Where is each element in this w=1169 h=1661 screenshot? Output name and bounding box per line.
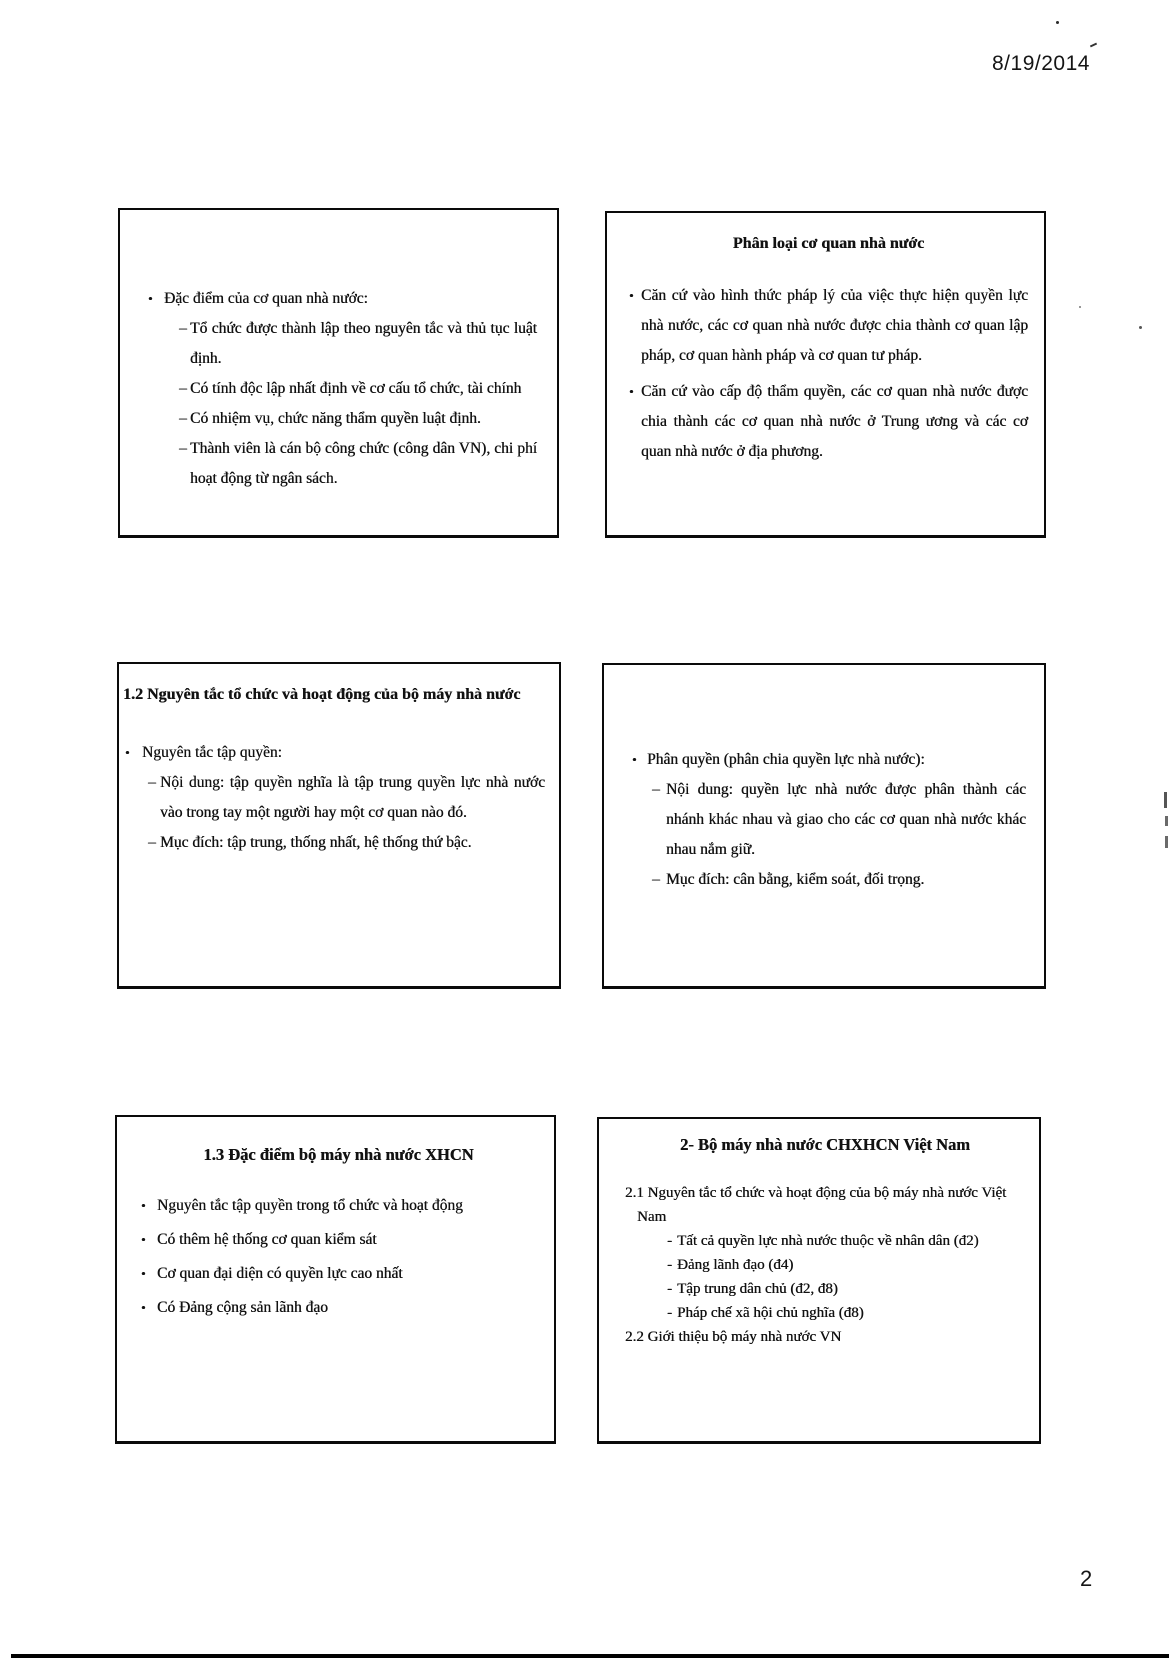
bullet-marker: • <box>141 1198 146 1213</box>
bullet-text: Có thêm hệ thống cơ quan kiểm sát <box>157 1231 377 1248</box>
bullet-text: Tổ chức được thành lập theo nguyên tắc và thủ tục luật định. <box>190 320 537 367</box>
bullet-text: Mục đích: cân bằng, kiểm soát, đối trọng. <box>666 871 925 888</box>
bullet-marker: - <box>667 1305 672 1321</box>
bullet-marker: • <box>141 1266 146 1281</box>
bullet-text: Tất cả quyền lực nhà nước thuộc về nhân dân (đ2) <box>677 1233 979 1249</box>
header-date: 8/19/2014 <box>992 52 1090 75</box>
bullet-item <box>625 1277 1025 1301</box>
bullet-item <box>148 434 537 494</box>
bullet-marker: – <box>179 410 187 427</box>
bullet-item <box>123 768 545 828</box>
bullet-text: Có tính độc lập nhất định về cơ cấu tổ chức, tài chính <box>190 380 522 397</box>
bullet-item <box>141 1223 536 1257</box>
bullet-text: Mục đích: tập trung, thống nhất, hệ thống thứ bậc. <box>160 834 472 851</box>
page-number: 2 <box>1080 1566 1093 1591</box>
bullet-item <box>625 1301 1025 1325</box>
scan-edge-mark <box>1165 816 1168 826</box>
slide-dac-diem-co-quan-nha-nuoc <box>118 208 559 538</box>
bullet-text: Thành viên là cán bộ công chức (công dân VN), chi phí hoạt động từ ngân sách. <box>190 440 537 487</box>
bullet-text: Tập trung dân chủ (đ2, đ8) <box>677 1281 838 1297</box>
scan-edge-line <box>11 1654 1169 1658</box>
bullet-item <box>148 374 537 404</box>
bullet-marker: • <box>632 752 637 767</box>
slide-dac-diem-bo-may-xhcn <box>115 1115 556 1444</box>
bullet-marker: • <box>125 745 130 760</box>
bullet-item <box>625 1253 1025 1277</box>
bullet-marker: – <box>179 380 187 397</box>
bullet-item <box>141 1291 536 1325</box>
scan-speck <box>1139 326 1142 329</box>
bullet-marker: • <box>629 384 634 399</box>
bullet-text: Có Đảng cộng sản lãnh đạo <box>157 1299 328 1316</box>
bullet-item <box>629 281 1028 371</box>
slide-title: 2- Bộ máy nhà nước CHXHCN Việt Nam <box>680 1135 970 1154</box>
bullet-item <box>148 314 537 374</box>
scan-edge-mark <box>1164 792 1167 808</box>
scan-speck <box>1090 43 1097 48</box>
bullet-marker: • <box>629 288 634 303</box>
bullet-text: Căn cứ vào cấp độ thẩm quyền, các cơ quan nhà nước được chia thành các cơ quan nhà nước ở Trung ương và các cơ quan nhà nước ở địa phương. <box>641 383 1028 460</box>
bullet-marker: – <box>148 834 156 851</box>
slide-title: 1.3 Đặc điểm bộ máy nhà nước XHCN <box>203 1145 474 1164</box>
outline-item <box>625 1325 1025 1349</box>
slide-title: Phân loại cơ quan nhà nước <box>732 235 925 252</box>
bullet-item <box>123 828 545 858</box>
bullet-text: Nội dung: tập quyền nghĩa là tập trung quyền lực nhà nước vào trong tay một người hay một cơ quan nào đó. <box>160 774 545 821</box>
bullet-marker: - <box>667 1257 672 1273</box>
bullet-marker: • <box>141 1300 146 1315</box>
bullet-item <box>148 404 537 434</box>
bullet-marker: – <box>652 871 660 888</box>
bullet-item <box>148 284 537 314</box>
outline-item <box>625 1181 1025 1229</box>
slide-nguyen-tac-to-chuc-hoat-dong <box>117 662 561 989</box>
bullet-text: Đặc điểm của cơ quan nhà nước: <box>164 290 368 307</box>
bullet-marker: – <box>179 440 187 457</box>
outline-text: 2.2 Giới thiệu bộ máy nhà nước VN <box>625 1329 842 1345</box>
bullet-text: Nội dung: quyền lực nhà nước được phân thành các nhánh khác nhau và giao cho các cơ quan nhà nước khác nhau nắm giữ. <box>666 781 1026 858</box>
bullet-text: Pháp chế xã hội chủ nghĩa (đ8) <box>677 1305 864 1321</box>
scan-speck <box>1056 21 1059 24</box>
bullet-text: Đảng lãnh đạo (đ4) <box>677 1257 794 1273</box>
bullet-marker: – <box>179 320 187 337</box>
slide-title: 1.2 Nguyên tắc tổ chức và hoạt động của bộ máy nhà nước <box>123 686 521 703</box>
bullet-item <box>630 865 1026 895</box>
bullet-item <box>141 1257 536 1291</box>
bullet-text: Cơ quan đại diện có quyền lực cao nhất <box>157 1265 403 1282</box>
outline-text: 2.1 Nguyên tắc tổ chức và hoạt động của bộ máy nhà nước Việt Nam <box>625 1185 1007 1225</box>
bullet-text: Nguyên tắc tập quyền: <box>142 744 282 761</box>
slide-phan-loai-co-quan-nha-nuoc <box>605 211 1046 538</box>
slide-phan-quyen <box>602 663 1046 989</box>
bullet-item <box>625 1229 1025 1253</box>
bullet-marker: – <box>148 774 156 791</box>
scan-edge-mark <box>1165 836 1168 848</box>
bullet-item <box>123 738 545 768</box>
bullet-text: Phân quyền (phân chia quyền lực nhà nước): <box>647 751 925 768</box>
bullet-item <box>629 377 1028 467</box>
bullet-item <box>630 745 1026 775</box>
bullet-text: Nguyên tắc tập quyền trong tổ chức và hoạt động <box>157 1197 463 1214</box>
bullet-item <box>630 775 1026 865</box>
bullet-marker: • <box>148 291 153 306</box>
bullet-marker: • <box>141 1232 146 1247</box>
bullet-item <box>141 1189 536 1223</box>
slide-bo-may-chxhcn-viet-nam <box>597 1117 1041 1444</box>
bullet-marker: - <box>667 1281 672 1297</box>
bullet-text: Căn cứ vào hình thức pháp lý của việc thực hiện quyền lực nhà nước, các cơ quan nhà nước được chia thành cơ quan lập pháp, cơ quan hành pháp và cơ quan tư pháp. <box>641 287 1028 364</box>
bullet-text: Có nhiệm vụ, chức năng thẩm quyền luật định. <box>190 410 481 427</box>
scan-speck <box>1079 306 1081 308</box>
bullet-marker: - <box>667 1233 672 1249</box>
bullet-marker: – <box>652 781 660 798</box>
